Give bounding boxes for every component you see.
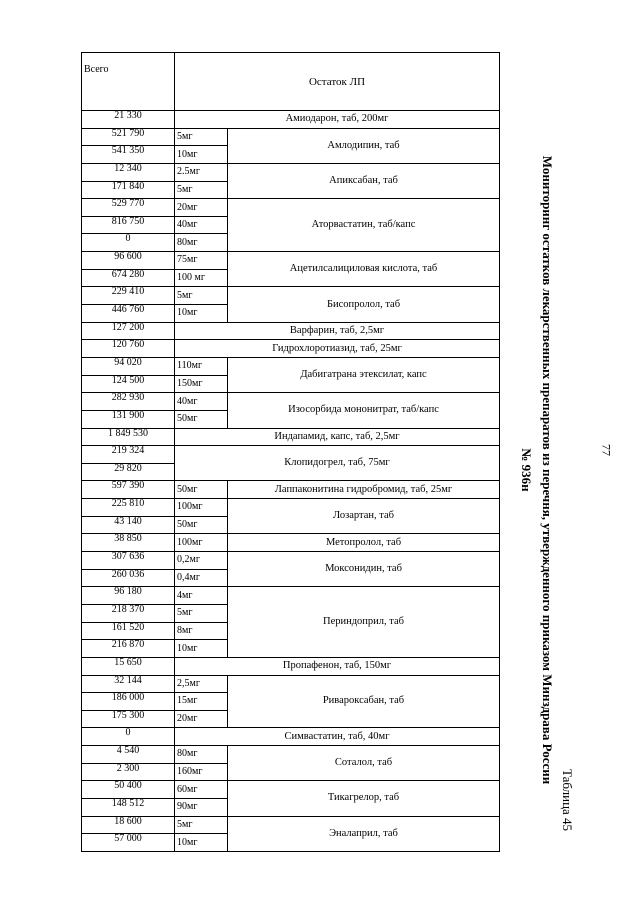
table-row bbox=[82, 746, 500, 764]
dose-cell: 50мг bbox=[175, 481, 228, 499]
table-row bbox=[82, 163, 500, 181]
table-row bbox=[82, 552, 500, 570]
total-cell: 127 200 bbox=[82, 322, 175, 340]
total-cell: 216 870 bbox=[82, 640, 175, 658]
total-cell: 225 810 bbox=[82, 499, 175, 517]
table-row bbox=[82, 393, 500, 411]
drug-name-cell: Амиодарон, таб, 200мг bbox=[175, 111, 500, 129]
dose-cell: 90мг bbox=[175, 798, 228, 816]
page-number: 77 bbox=[599, 444, 614, 456]
table-row bbox=[82, 287, 500, 305]
dose-cell: 150мг bbox=[175, 375, 228, 393]
total-cell: 219 324 bbox=[82, 446, 175, 464]
table-title-line-2: № 936н bbox=[519, 448, 534, 492]
dose-cell: 4мг bbox=[175, 587, 228, 605]
table-row bbox=[82, 728, 500, 746]
dose-cell: 100мг bbox=[175, 534, 228, 552]
total-cell: 2 300 bbox=[82, 763, 175, 781]
total-cell: 541 350 bbox=[82, 146, 175, 164]
total-cell: 4 540 bbox=[82, 746, 175, 764]
dose-cell: 15мг bbox=[175, 693, 228, 711]
drug-name-cell: Изосорбида мононитрат, таб/капс bbox=[228, 393, 500, 428]
drug-name-cell: Варфарин, таб, 2,5мг bbox=[175, 322, 500, 340]
drug-name-cell: Аторвастатин, таб/капс bbox=[228, 199, 500, 252]
table-row bbox=[82, 675, 500, 693]
total-cell: 124 500 bbox=[82, 375, 175, 393]
total-cell: 96 600 bbox=[82, 252, 175, 270]
drug-name-cell: Пропафенон, таб, 150мг bbox=[175, 657, 500, 675]
table-label: Таблица 45 bbox=[560, 768, 575, 832]
total-cell: 1 849 530 bbox=[82, 428, 175, 446]
table-row bbox=[82, 534, 500, 552]
total-cell: 674 280 bbox=[82, 269, 175, 287]
drug-remainder-table bbox=[81, 52, 500, 852]
dose-cell: 5мг bbox=[175, 128, 228, 146]
total-cell: 229 410 bbox=[82, 287, 175, 305]
total-cell: 175 300 bbox=[82, 710, 175, 728]
total-cell: 282 930 bbox=[82, 393, 175, 411]
total-cell: 446 760 bbox=[82, 305, 175, 323]
total-cell: 0 bbox=[82, 234, 175, 252]
total-cell: 171 840 bbox=[82, 181, 175, 199]
drug-name-cell: Метопролол, таб bbox=[228, 534, 500, 552]
dose-cell: 110мг bbox=[175, 357, 228, 375]
table-row bbox=[82, 357, 500, 375]
table-header-row bbox=[82, 53, 500, 111]
drug-name-cell: Бисопролол, таб bbox=[228, 287, 500, 322]
drug-name-cell: Тикагрелор, таб bbox=[228, 781, 500, 816]
table-row bbox=[82, 128, 500, 146]
dose-cell: 50мг bbox=[175, 516, 228, 534]
dose-cell: 50мг bbox=[175, 410, 228, 428]
dose-cell: 5мг bbox=[175, 181, 228, 199]
dose-cell: 0,2мг bbox=[175, 552, 228, 570]
dose-cell: 10мг bbox=[175, 305, 228, 323]
table-title-line-1: Мониторинг остатков лекарственных препаратов из перечня, утвержденного приказом Минздрава России bbox=[540, 155, 555, 785]
table-row bbox=[82, 481, 500, 499]
drug-name-cell: Лаппаконитина гидробромид, таб, 25мг bbox=[228, 481, 500, 499]
total-cell: 816 750 bbox=[82, 216, 175, 234]
dose-cell: 20мг bbox=[175, 199, 228, 217]
table-row bbox=[82, 499, 500, 517]
dose-cell: 100мг bbox=[175, 499, 228, 517]
dose-cell: 8мг bbox=[175, 622, 228, 640]
total-cell: 529 770 bbox=[82, 199, 175, 217]
total-cell: 38 850 bbox=[82, 534, 175, 552]
header-total: Всего bbox=[82, 53, 175, 111]
total-cell: 260 036 bbox=[82, 569, 175, 587]
drug-name-cell: Периндоприл, таб bbox=[228, 587, 500, 658]
total-cell: 94 020 bbox=[82, 357, 175, 375]
drug-name-cell: Ривароксабан, таб bbox=[228, 675, 500, 728]
drug-name-cell: Амлодипин, таб bbox=[228, 128, 500, 163]
total-cell: 29 820 bbox=[82, 463, 175, 481]
total-cell: 161 520 bbox=[82, 622, 175, 640]
table-row bbox=[82, 111, 500, 129]
total-cell: 120 760 bbox=[82, 340, 175, 358]
total-cell: 32 144 bbox=[82, 675, 175, 693]
dose-cell: 80мг bbox=[175, 234, 228, 252]
table-row bbox=[82, 322, 500, 340]
dose-cell: 40мг bbox=[175, 393, 228, 411]
dose-cell: 20мг bbox=[175, 710, 228, 728]
table-row bbox=[82, 199, 500, 217]
total-cell: 131 900 bbox=[82, 410, 175, 428]
dose-cell: 5мг bbox=[175, 604, 228, 622]
total-cell: 186 000 bbox=[82, 693, 175, 711]
dose-cell: 80мг bbox=[175, 746, 228, 764]
dose-cell: 5мг bbox=[175, 287, 228, 305]
drug-name-cell: Ацетилсалициловая кислота, таб bbox=[228, 252, 500, 287]
dose-cell: 60мг bbox=[175, 781, 228, 799]
drug-name-cell: Лозартан, таб bbox=[228, 499, 500, 534]
table-row bbox=[82, 446, 500, 464]
total-cell: 50 400 bbox=[82, 781, 175, 799]
table-row bbox=[82, 428, 500, 446]
drug-name-cell: Симвастатин, таб, 40мг bbox=[175, 728, 500, 746]
total-cell: 96 180 bbox=[82, 587, 175, 605]
dose-cell: 100 мг bbox=[175, 269, 228, 287]
total-cell: 12 340 bbox=[82, 163, 175, 181]
drug-name-cell: Моксонидин, таб bbox=[228, 552, 500, 587]
drug-name-cell: Эналаприл, таб bbox=[228, 816, 500, 851]
total-cell: 148 512 bbox=[82, 798, 175, 816]
drug-name-cell: Апиксабан, таб bbox=[228, 163, 500, 198]
drug-name-cell: Соталол, таб bbox=[228, 746, 500, 781]
total-cell: 21 330 bbox=[82, 111, 175, 129]
table-row bbox=[82, 657, 500, 675]
dose-cell: 160мг bbox=[175, 763, 228, 781]
table-row bbox=[82, 340, 500, 358]
dose-cell: 10мг bbox=[175, 640, 228, 658]
total-cell: 521 790 bbox=[82, 128, 175, 146]
total-cell: 0 bbox=[82, 728, 175, 746]
dose-cell: 10мг bbox=[175, 146, 228, 164]
total-cell: 15 650 bbox=[82, 657, 175, 675]
drug-name-cell: Клопидогрел, таб, 75мг bbox=[175, 446, 500, 481]
table-row bbox=[82, 252, 500, 270]
drug-name-cell: Индапамид, капс, таб, 2,5мг bbox=[175, 428, 500, 446]
total-cell: 18 600 bbox=[82, 816, 175, 834]
total-cell: 57 000 bbox=[82, 834, 175, 852]
dose-cell: 0,4мг bbox=[175, 569, 228, 587]
table-row bbox=[82, 587, 500, 605]
drug-name-cell: Гидрохлоротиазид, таб, 25мг bbox=[175, 340, 500, 358]
total-cell: 597 390 bbox=[82, 481, 175, 499]
dose-cell: 10мг bbox=[175, 834, 228, 852]
table-row bbox=[82, 781, 500, 799]
dose-cell: 2.5мг bbox=[175, 163, 228, 181]
dose-cell: 40мг bbox=[175, 216, 228, 234]
table-row bbox=[82, 816, 500, 834]
total-cell: 218 370 bbox=[82, 604, 175, 622]
header-remainder: Остаток ЛП bbox=[175, 53, 500, 111]
dose-cell: 2,5мг bbox=[175, 675, 228, 693]
drug-name-cell: Дабигатрана этексилат, капс bbox=[228, 357, 500, 392]
dose-cell: 75мг bbox=[175, 252, 228, 270]
dose-cell: 5мг bbox=[175, 816, 228, 834]
total-cell: 43 140 bbox=[82, 516, 175, 534]
total-cell: 307 636 bbox=[82, 552, 175, 570]
